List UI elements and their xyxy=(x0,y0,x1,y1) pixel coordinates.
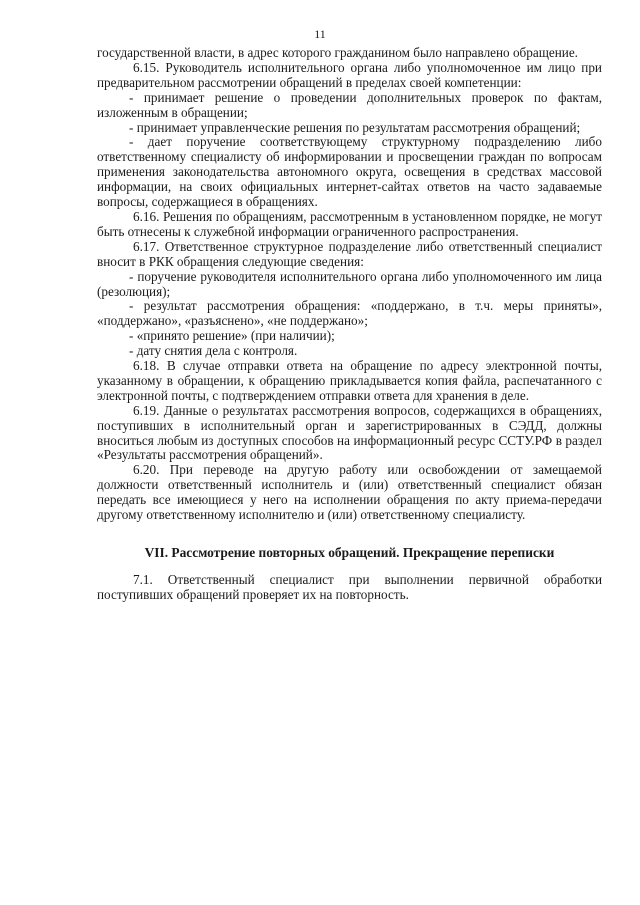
page-number: 11 xyxy=(314,27,326,41)
paragraph: 7.1. Ответственный специалист при выполнении первичной обработки поступивших обращений проверяет их на повторность. xyxy=(97,572,602,602)
list-item: - «принято решение» (при наличии); xyxy=(129,328,335,344)
list-item: - принимает решение о проведении дополнительных проверок по фактам, изложенным в обращении; xyxy=(97,89,602,120)
paragraph: 6.15. Руководитель исполнительного органа либо уполномоченное им лицо при предварительном рассмотрении обращений в пределах своей компетенции: xyxy=(97,59,602,90)
paragraph: 6.18. В случае отправки ответа на обращение по адресу электронной почты, указанному в обращении, к обращению прикладывается копия файла, распечатанного с электронной почты, с подтверждением отправки ответа для хранения в деле. xyxy=(97,358,602,403)
document-body xyxy=(97,46,602,603)
paragraph: 6.20. При переводе на другую работу или освобождении от замещаемой должности ответственный исполнитель и (или) ответственный специалист обязан передать все имеющиеся у него на исполнении обращения по акту приема-передачи другому ответственному исполнителю и (или) ответственному специалисту. xyxy=(97,462,602,523)
paragraph: 6.19. Данные о результатах рассмотрения вопросов, содержащихся в обращениях, поступивших в исполнительный орган и зарегистрированных в СЭДД, должны вноситься любым из доступных способов на информационный ресурс ССТУ.РФ в раздел «Результаты рассмотрения обращений». xyxy=(97,402,602,463)
list-item: - дает поручение соответствующему структурному подразделению либо ответственному специалисту об информировании и просвещении граждан по вопросам применения законодательства автономного округа, освещения в средствах массовой информации, на своих официальных интернет-сайтах ответов на часто задаваемые вопросы, содержащиеся в обращениях. xyxy=(97,134,602,210)
paragraph-list xyxy=(97,46,602,523)
list-item: - поручение руководителя исполнительного органа либо уполномоченного им лица (резолюция); xyxy=(97,268,602,299)
paragraph: 6.16. Решения по обращениям, рассмотренным в установленном порядке, не могут быть отнесены к служебной информации ограниченного распространения. xyxy=(97,208,602,239)
paragraph: 6.17. Ответственное структурное подразделение либо ответственный специалист вносит в РКК обращения следующие сведения: xyxy=(97,238,602,269)
list-item: - результат рассмотрения обращения: «поддержано, в т.ч. меры приняты», «поддержано», «разъяснено», «не поддержано»; xyxy=(97,298,602,329)
section-heading: VII. Рассмотрение повторных обращений. Прекращение переписки xyxy=(144,545,555,560)
list-item: - принимает управленческие решения по результатам рассмотрения обращений; xyxy=(129,119,581,135)
paragraph: государственной власти, в адрес которого гражданином было направлено обращение. xyxy=(97,45,578,60)
list-item: - дату снятия дела с контроля. xyxy=(129,343,298,359)
